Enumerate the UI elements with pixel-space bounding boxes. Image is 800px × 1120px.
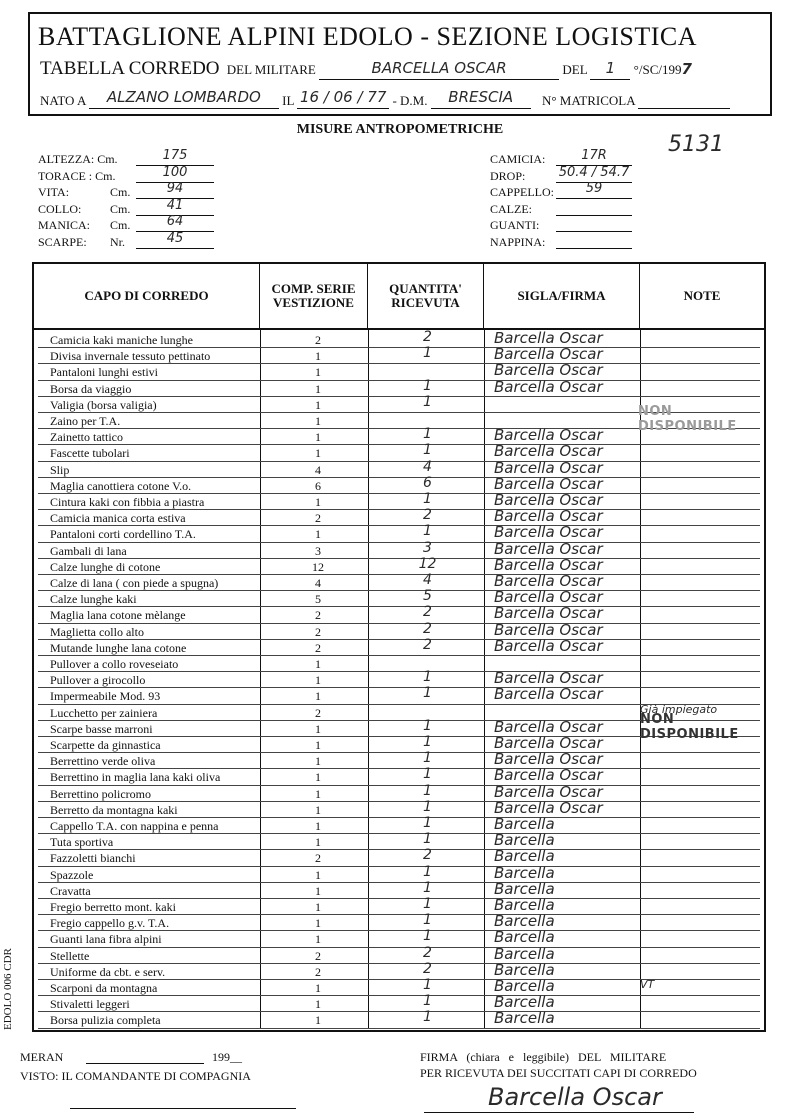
comp-value: 1 bbox=[315, 997, 321, 1012]
measure-row bbox=[38, 181, 238, 201]
item-name: Pantaloni lunghi estivi bbox=[50, 365, 158, 380]
comp-value: 2 bbox=[315, 948, 321, 963]
comp-value: 1 bbox=[315, 738, 321, 752]
item-name: Gambali di lana bbox=[50, 543, 127, 558]
item-name: Cappello T.A. con nappina e penna bbox=[50, 819, 219, 833]
signature-cell[interactable]: Barcella Oscar bbox=[494, 361, 603, 380]
qty-received[interactable]: 1 bbox=[423, 782, 432, 799]
qty-received[interactable]: 1 bbox=[423, 717, 432, 734]
signature-cell[interactable]: Barcella bbox=[494, 831, 555, 850]
comp-value: 1 bbox=[315, 981, 321, 995]
qty-received[interactable]: 2 bbox=[423, 329, 432, 345]
qty-received[interactable]: 1 bbox=[423, 491, 432, 507]
comp-value: 1 bbox=[315, 365, 321, 380]
measure-row bbox=[490, 181, 690, 201]
measure-field[interactable]: 64 bbox=[136, 218, 214, 232]
signature-cell[interactable]: Barcella Oscar bbox=[494, 539, 603, 558]
item-name: Fregio berretto mont. kaki bbox=[50, 900, 176, 914]
header-sig: SIGLA/FIRMA bbox=[484, 264, 640, 328]
comp-value: 1 bbox=[315, 673, 321, 688]
header-box bbox=[28, 12, 772, 116]
comp-value: 6 bbox=[315, 478, 321, 493]
comp-value: 4 bbox=[315, 576, 321, 590]
il-label: IL bbox=[282, 93, 294, 108]
note-cell[interactable]: Già impiegato bbox=[640, 702, 718, 716]
date-line[interactable] bbox=[86, 1063, 204, 1064]
signature-cell[interactable]: Barcella Oscar bbox=[494, 345, 603, 364]
qty-received[interactable]: 1 bbox=[423, 896, 432, 912]
qty-received[interactable]: 1 bbox=[423, 442, 432, 459]
qty-received[interactable]: 5 bbox=[423, 588, 432, 605]
comp-value: 1 bbox=[315, 527, 321, 542]
qty-received[interactable]: 2 bbox=[423, 604, 432, 621]
signature-cell[interactable]: Barcella Oscar bbox=[494, 572, 603, 590]
item-name: Borsa da viaggio bbox=[50, 381, 132, 396]
item-name: Cintura kaki con fibbia a piastra bbox=[50, 495, 205, 509]
item-name: Camicia kaki maniche lunghe bbox=[50, 333, 193, 347]
sc-label: °/SC/199 bbox=[633, 62, 682, 77]
comp-value: 1 bbox=[315, 495, 321, 509]
measures-title: MISURE ANTROPOMETRICHE bbox=[296, 122, 504, 137]
item-name: Pullover a girocollo bbox=[50, 673, 146, 688]
signature-cell[interactable]: Barcella Oscar bbox=[494, 798, 603, 817]
measure-label: TORACE : Cm. bbox=[38, 168, 116, 183]
measure-field[interactable]: 94 bbox=[136, 185, 214, 199]
item-name: Uniforme da cbt. e serv. bbox=[50, 964, 166, 979]
signature-cell[interactable]: Barcella Oscar bbox=[494, 377, 603, 396]
comp-value: 1 bbox=[315, 867, 321, 882]
comp-value: 1 bbox=[315, 900, 321, 914]
measure-unit: Cm. bbox=[110, 185, 131, 199]
signature-cell[interactable]: Barcella Oscar bbox=[494, 620, 603, 639]
militare-label: DEL MILITARE bbox=[226, 62, 316, 77]
qty-received[interactable]: 1 bbox=[423, 669, 432, 686]
soldier-signature-line[interactable] bbox=[424, 1112, 694, 1113]
qty-received[interactable]: 1 bbox=[423, 879, 432, 896]
measure-label: MANICA: bbox=[38, 218, 91, 232]
dm-label: - D.M. bbox=[392, 93, 428, 108]
item-name: Calze lunghe di cotone bbox=[50, 559, 161, 574]
comp-value: 1 bbox=[315, 1013, 321, 1028]
header-qty: QUANTITA' RICEVUTA bbox=[368, 264, 484, 328]
measure-unit: Cm. bbox=[110, 218, 131, 232]
qty-received[interactable]: 2 bbox=[423, 960, 432, 977]
item-name: Pantaloni corti cordellino T.A. bbox=[50, 527, 196, 542]
comp-value: 2 bbox=[315, 640, 321, 655]
firma-label: FIRMA (chiara e leggibile) DEL MILITARE bbox=[420, 1050, 667, 1064]
item-name: Spazzole bbox=[50, 867, 94, 882]
measure-row bbox=[490, 218, 690, 234]
measure-field[interactable]: 17R bbox=[556, 152, 632, 166]
header-comp: COMP. SERIE VESTIZIONE bbox=[260, 264, 368, 328]
qty-received[interactable]: 12 bbox=[418, 555, 437, 572]
measure-label: NAPPINA: bbox=[490, 234, 546, 249]
item-name: Valigia (borsa valigia) bbox=[50, 397, 157, 412]
table-row bbox=[38, 345, 760, 364]
item-name: Maglia lana cotone mèlange bbox=[50, 608, 186, 623]
commander-signature-line[interactable] bbox=[70, 1108, 296, 1109]
item-name: Scarpette da ginnastica bbox=[50, 738, 161, 752]
item-name: Camicia manica corta estiva bbox=[50, 511, 186, 526]
measure-row bbox=[38, 230, 238, 251]
measure-field[interactable] bbox=[556, 235, 632, 249]
qty-received[interactable]: 4 bbox=[423, 458, 432, 475]
item-name: Berretto da montagna kaki bbox=[50, 802, 178, 817]
item-name: Borsa pulizia completa bbox=[50, 1013, 161, 1028]
comp-value: 12 bbox=[312, 559, 324, 574]
qty-received[interactable]: 1 bbox=[423, 815, 432, 831]
signature-cell[interactable]: Barcella bbox=[494, 896, 555, 914]
il-field[interactable]: 16 / 06 / 77 bbox=[297, 92, 389, 109]
item-name: Stivaletti leggeri bbox=[50, 997, 130, 1012]
year-label: 199__ bbox=[212, 1050, 242, 1064]
tabella-label: TABELLA CORREDO bbox=[40, 58, 220, 79]
qty-received[interactable]: 1 bbox=[423, 1009, 432, 1026]
qty-received[interactable]: 2 bbox=[423, 620, 432, 637]
signature-cell[interactable]: Barcella bbox=[494, 912, 555, 931]
item-name: Lucchetto per zainiera bbox=[50, 705, 158, 720]
comp-value: 1 bbox=[315, 446, 321, 461]
item-name: Zaino per T.A. bbox=[50, 414, 121, 428]
document-code: 5131 bbox=[668, 132, 724, 157]
measure-row bbox=[38, 197, 238, 218]
signature-cell[interactable]: Barcella bbox=[494, 847, 555, 866]
measure-label: COLLO: bbox=[38, 201, 82, 216]
measure-field[interactable] bbox=[556, 202, 632, 216]
measure-unit: Cm. bbox=[110, 201, 131, 216]
signature-cell[interactable]: Barcella Oscar bbox=[494, 636, 603, 655]
militare-field[interactable]: BARCELLA OSCAR bbox=[319, 63, 559, 80]
equipment-table bbox=[32, 262, 766, 1032]
measure-field[interactable] bbox=[556, 218, 632, 232]
comp-value: 1 bbox=[315, 786, 321, 801]
measure-label: CALZE: bbox=[490, 201, 532, 216]
side-form-code: EDOLO 006 CDR bbox=[2, 948, 14, 1030]
measure-field[interactable]: 50.4 / 54.7 bbox=[556, 169, 632, 183]
qty-received[interactable]: 1 bbox=[423, 831, 432, 848]
matricola-field[interactable] bbox=[638, 92, 730, 109]
signature-cell[interactable]: Barcella Oscar bbox=[494, 426, 603, 445]
visto-label: VISTO: IL COMANDANTE DI COMPAGNIA bbox=[20, 1069, 251, 1083]
ricevuta-label: PER RICEVUTA DEI SUCCITATI CAPI DI CORREDO bbox=[420, 1066, 697, 1080]
comp-value: 1 bbox=[315, 381, 321, 396]
nato-label: NATO A bbox=[40, 93, 86, 108]
qty-received[interactable]: 1 bbox=[423, 912, 432, 929]
del-label: DEL bbox=[562, 62, 588, 77]
signature-cell[interactable]: Barcella Oscar bbox=[494, 491, 603, 509]
qty-received[interactable]: 4 bbox=[423, 572, 432, 588]
item-name: Berrettino in maglia lana kaki oliva bbox=[50, 770, 221, 785]
item-name: Divisa invernale tessuto pettinato bbox=[50, 349, 211, 364]
qty-received[interactable]: 1 bbox=[423, 734, 432, 750]
measure-label: SCARPE: bbox=[38, 234, 87, 249]
comp-value: 1 bbox=[315, 657, 321, 671]
table-header bbox=[34, 264, 764, 330]
item-name: Pullover a collo roveseiato bbox=[50, 657, 179, 671]
comp-value: 1 bbox=[315, 754, 321, 769]
qty-received[interactable]: 2 bbox=[423, 847, 432, 864]
comp-value: 1 bbox=[315, 932, 321, 947]
measure-field[interactable]: 45 bbox=[136, 235, 214, 249]
measure-row bbox=[490, 235, 690, 251]
meran-label: MERAN bbox=[20, 1050, 64, 1064]
header-line-nato bbox=[40, 88, 730, 109]
qty-received[interactable]: 1 bbox=[423, 685, 432, 702]
signature-cell[interactable]: Barcella Oscar bbox=[494, 782, 603, 801]
comp-value: 3 bbox=[315, 543, 321, 558]
item-name: Fazzoletti bianchi bbox=[50, 851, 136, 866]
measure-field[interactable]: 100 bbox=[136, 169, 214, 183]
comp-value: 2 bbox=[315, 608, 321, 623]
comp-value: 1 bbox=[315, 689, 321, 704]
note-cell[interactable]: VT bbox=[640, 978, 655, 991]
qty-received[interactable]: 1 bbox=[423, 345, 432, 362]
item-name: Calze di lana ( con piede a spugna) bbox=[50, 576, 219, 590]
qty-received[interactable]: 1 bbox=[423, 523, 432, 540]
signature-cell[interactable]: Barcella Oscar bbox=[494, 750, 603, 769]
nato-field[interactable]: ALZANO LOMBARDO bbox=[89, 92, 279, 109]
item-name: Slip bbox=[50, 462, 70, 477]
comp-value: 1 bbox=[315, 802, 321, 817]
item-name: Zainetto tattico bbox=[50, 430, 123, 445]
comp-value: 5 bbox=[315, 592, 321, 607]
comp-value: 1 bbox=[315, 883, 321, 898]
table-row bbox=[38, 1009, 760, 1028]
item-name: Stellette bbox=[50, 948, 90, 963]
signature-cell[interactable]: Barcella bbox=[494, 993, 555, 1012]
stamp-non-disponibile: NON DISPONIBILE bbox=[640, 712, 739, 742]
signature-cell[interactable]: Barcella Oscar bbox=[494, 685, 603, 704]
item-name: Scarpe basse marroni bbox=[50, 721, 153, 736]
signature-cell[interactable]: Barcella bbox=[494, 815, 555, 833]
item-name: Scarponi da montagna bbox=[50, 981, 158, 995]
item-name: Berrettino verde oliva bbox=[50, 754, 156, 769]
measure-label: CAPPELLO: bbox=[490, 185, 555, 199]
signature-cell[interactable]: Barcella Oscar bbox=[494, 555, 603, 574]
stamp-non-disponibile: NON DISPONIBILE bbox=[638, 404, 737, 434]
signature-cell[interactable]: Barcella Oscar bbox=[494, 507, 603, 526]
signature-cell[interactable]: Barcella bbox=[494, 960, 555, 979]
measure-label: DROP: bbox=[490, 168, 526, 183]
measure-field[interactable]: 41 bbox=[136, 202, 214, 216]
qty-received[interactable]: 6 bbox=[423, 474, 432, 491]
item-name: Fascette tubolari bbox=[50, 446, 130, 461]
qty-received[interactable]: 2 bbox=[423, 507, 432, 524]
sc-year-digit: 7 bbox=[681, 60, 692, 78]
comp-value: 2 bbox=[315, 964, 321, 979]
signature-cell[interactable]: Barcella Oscar bbox=[494, 604, 603, 623]
measure-label: ALTEZZA: Cm. bbox=[38, 152, 118, 166]
qty-received[interactable]: 1 bbox=[423, 928, 432, 945]
signature-cell[interactable]: Barcella bbox=[494, 863, 555, 882]
signature-cell[interactable]: Barcella Oscar bbox=[494, 523, 603, 542]
signature-cell[interactable]: Barcella Oscar bbox=[494, 734, 603, 752]
table-row bbox=[38, 636, 760, 656]
measure-field[interactable]: 59 bbox=[556, 185, 632, 199]
item-name: Maglia canottiera cotone V.o. bbox=[50, 478, 192, 493]
signature-cell[interactable]: Barcella bbox=[494, 944, 555, 963]
qty-received[interactable]: 1 bbox=[423, 426, 432, 443]
item-name: Calze lunghe kaki bbox=[50, 592, 137, 607]
qty-received[interactable]: 1 bbox=[423, 863, 432, 880]
signature-cell[interactable]: Barcella bbox=[494, 1009, 555, 1028]
signature-cell[interactable]: Barcella Oscar bbox=[494, 717, 603, 736]
comp-value: 1 bbox=[315, 397, 321, 412]
del-field[interactable]: 1 bbox=[590, 63, 630, 80]
item-name: Tuta sportiva bbox=[50, 835, 114, 850]
document-title: BATTAGLIONE ALPINI EDOLO - SEZIONE LOGISTICA bbox=[38, 22, 697, 51]
signature-cell[interactable]: Barcella Oscar bbox=[494, 458, 603, 477]
qty-received[interactable]: 1 bbox=[423, 377, 432, 394]
comp-value: 2 bbox=[315, 333, 321, 347]
comp-value: 1 bbox=[315, 916, 321, 931]
item-name: Guanti lana fibra alpini bbox=[50, 932, 162, 947]
measure-label: GUANTI: bbox=[490, 218, 540, 232]
measure-unit: Nr. bbox=[110, 234, 125, 249]
matricola-label: N° MATRICOLA bbox=[541, 93, 635, 108]
signature-cell[interactable]: Barcella Oscar bbox=[494, 329, 603, 347]
qty-received[interactable]: 1 bbox=[423, 993, 432, 1010]
qty-received[interactable]: 1 bbox=[423, 750, 432, 767]
item-name: Berrettino policromo bbox=[50, 786, 151, 801]
comp-value: 2 bbox=[315, 705, 321, 720]
measure-field[interactable]: 175 bbox=[136, 152, 214, 166]
qty-received[interactable]: 1 bbox=[423, 393, 432, 410]
signature-cell[interactable]: Barcella Oscar bbox=[494, 474, 603, 493]
header-capo: CAPO DI CORREDO bbox=[34, 264, 260, 328]
comp-value: 1 bbox=[315, 414, 321, 428]
qty-received[interactable]: 1 bbox=[423, 977, 432, 993]
measure-row bbox=[38, 164, 238, 185]
signature-cell[interactable]: Barcella Oscar bbox=[494, 588, 603, 607]
qty-received[interactable]: 1 bbox=[423, 766, 432, 783]
dm-field[interactable]: BRESCIA bbox=[431, 92, 531, 109]
measure-row bbox=[38, 214, 238, 234]
comp-value: 2 bbox=[315, 511, 321, 526]
comp-value: 1 bbox=[315, 770, 321, 785]
header-line-militare bbox=[40, 58, 692, 80]
qty-received[interactable]: 3 bbox=[423, 539, 432, 556]
signature-cell[interactable]: Barcella bbox=[494, 928, 555, 947]
signature-cell[interactable]: Barcella Oscar bbox=[494, 766, 603, 785]
comp-value: 1 bbox=[315, 819, 321, 833]
qty-received[interactable]: 1 bbox=[423, 798, 432, 815]
item-name: Maglietta collo alto bbox=[50, 624, 144, 639]
item-name: Impermeabile Mod. 93 bbox=[50, 689, 161, 704]
header-note: NOTE bbox=[683, 288, 721, 303]
comp-value: 1 bbox=[315, 430, 321, 445]
comp-value: 1 bbox=[315, 721, 321, 736]
measure-row bbox=[38, 148, 238, 168]
measure-row bbox=[490, 202, 690, 218]
signature-cell[interactable]: Barcella bbox=[494, 879, 555, 898]
comp-value: 2 bbox=[315, 851, 321, 866]
item-name: Mutande lunghe lana cotone bbox=[50, 640, 187, 655]
qty-received[interactable]: 2 bbox=[423, 636, 432, 653]
soldier-signature: Barcella Oscar bbox=[488, 1083, 662, 1111]
item-name: Cravatta bbox=[50, 883, 91, 898]
signature-cell[interactable]: Barcella Oscar bbox=[494, 669, 603, 688]
signature-cell[interactable]: Barcella bbox=[494, 977, 555, 995]
measure-label: VITA: bbox=[38, 185, 70, 199]
comp-value: 1 bbox=[315, 835, 321, 850]
signature-cell[interactable]: Barcella Oscar bbox=[494, 442, 603, 461]
comp-value: 1 bbox=[315, 349, 321, 364]
measure-label: CAMICIA: bbox=[490, 152, 546, 166]
comp-value: 4 bbox=[315, 462, 321, 477]
comp-value: 2 bbox=[315, 624, 321, 639]
item-name: Fregio cappello g.v. T.A. bbox=[50, 916, 170, 931]
qty-received[interactable]: 2 bbox=[423, 944, 432, 961]
